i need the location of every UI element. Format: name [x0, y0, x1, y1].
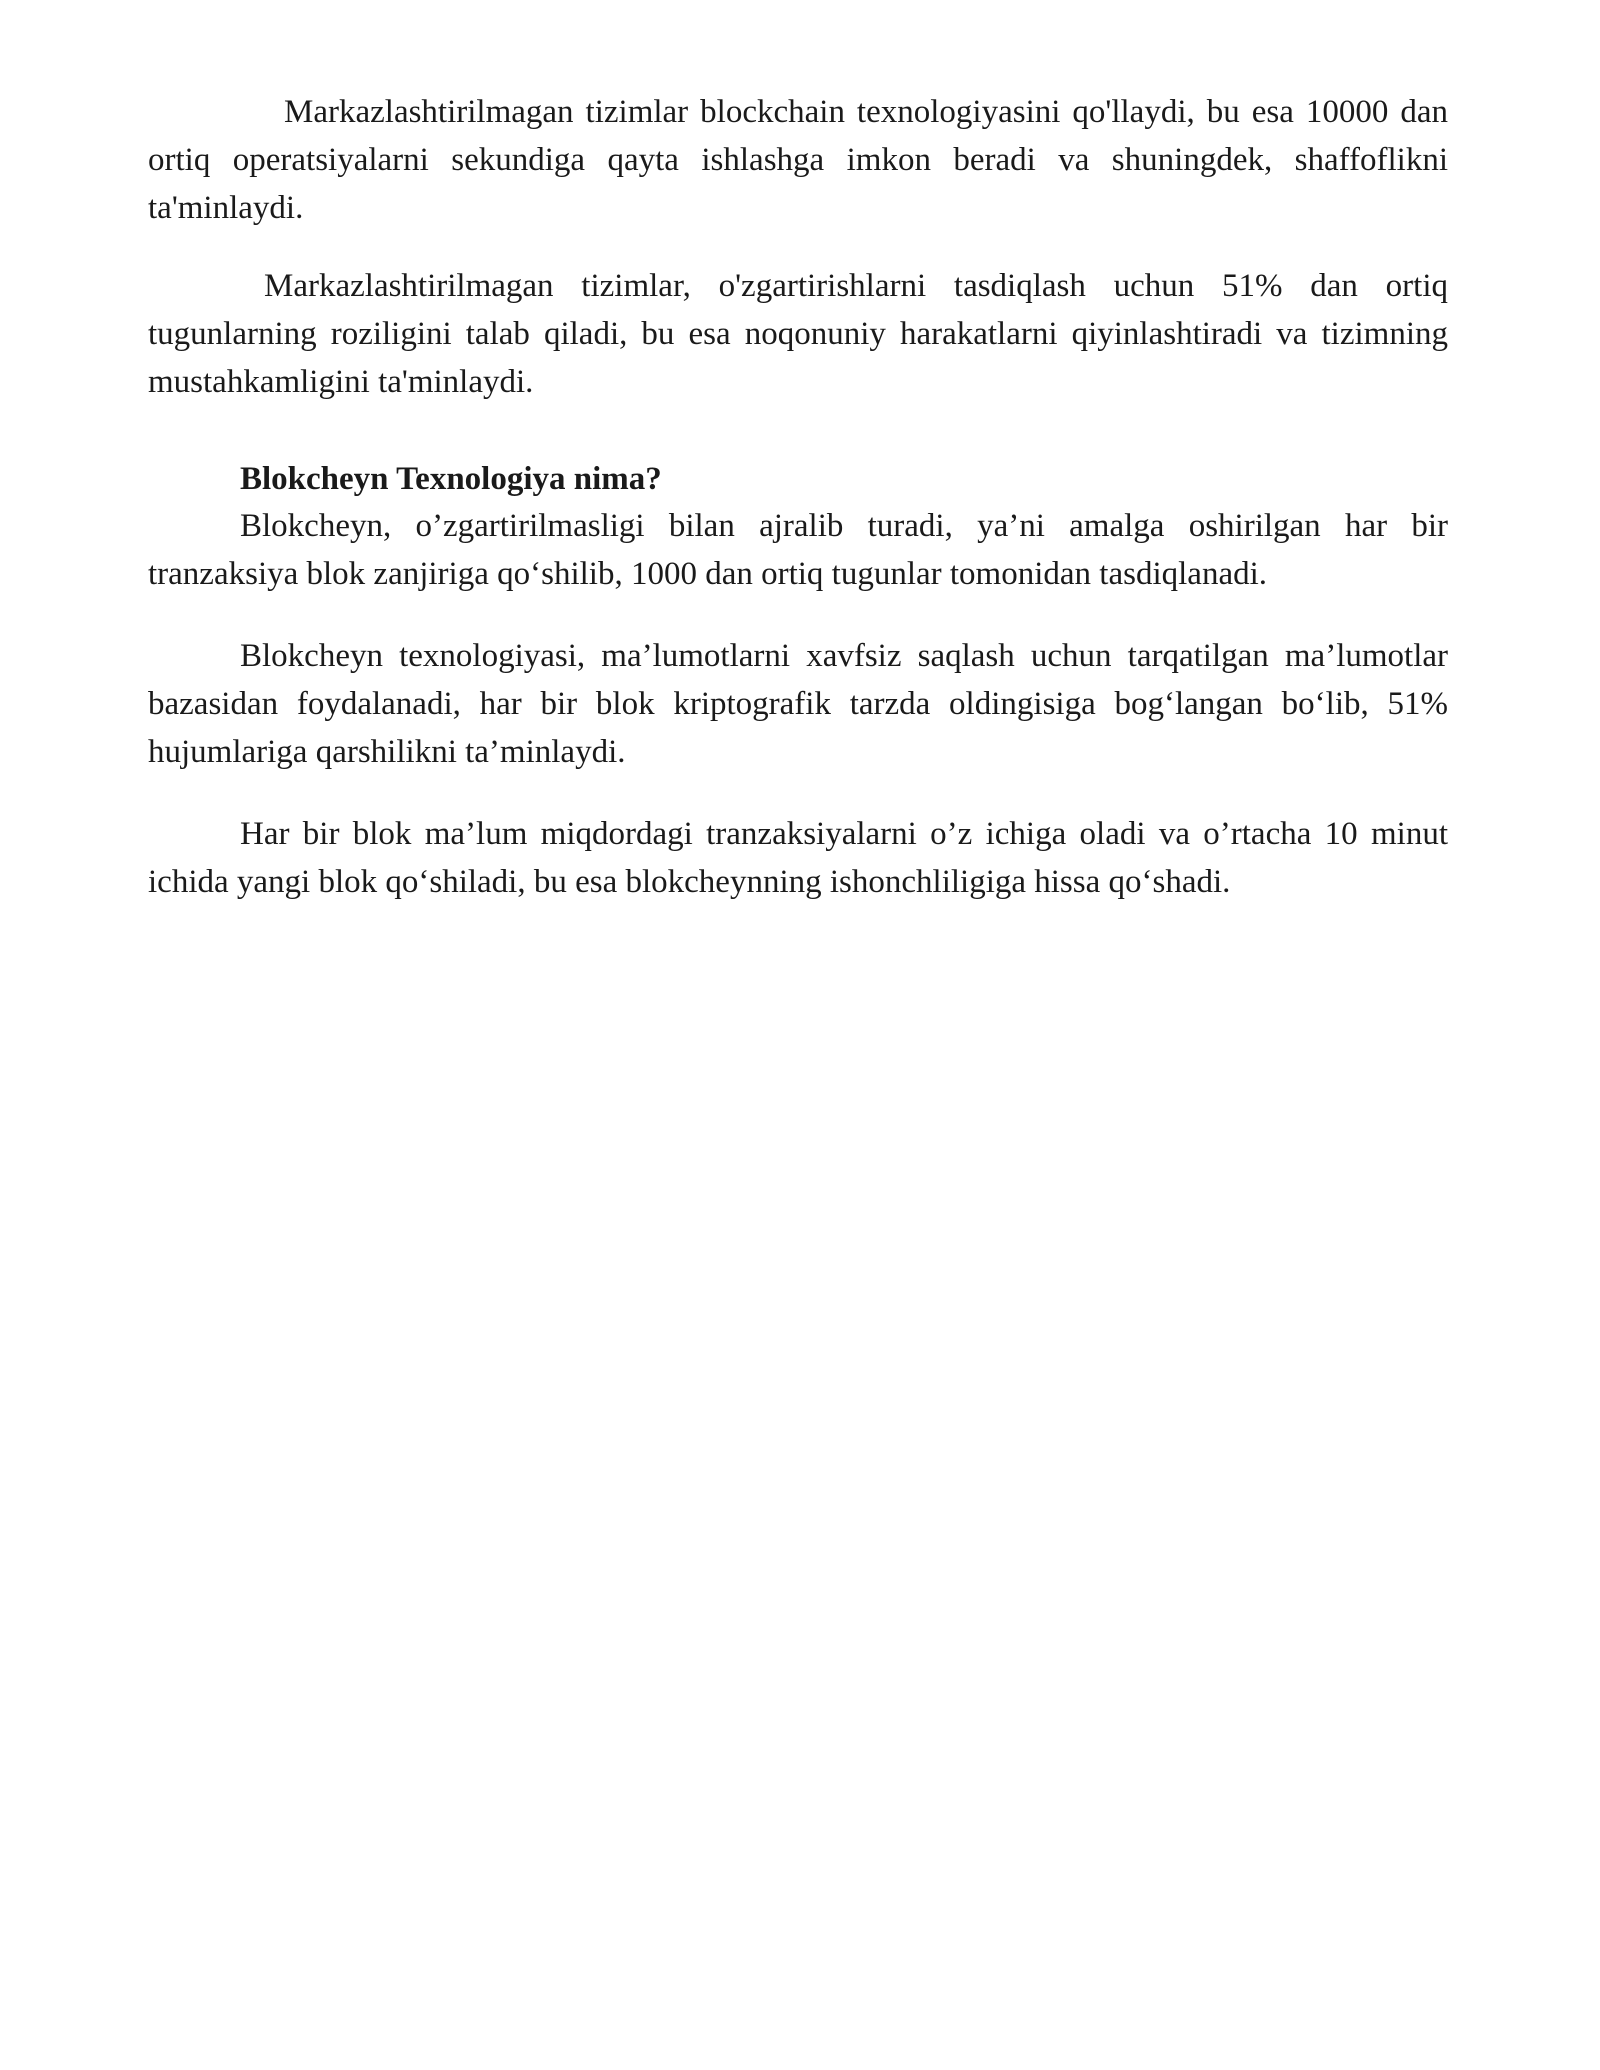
document-body	[148, 88, 1448, 906]
paragraph-decentralized-consensus: Markazlashtirilmagan tizimlar, o'zgartirishlarni tasdiqlash uchun 51% dan ortiq tugunlarning roziligini talab qiladi, bu esa noqonuniy harakatlarni qiyinlashtiradi va tizimning mustahkamligini ta'minlaydi.	[148, 268, 1448, 400]
paragraph-blockchain-immutability: Blokcheyn, o’zgartirilmasligi bilan ajralib turadi, ya’ni amalga oshirilgan har bir tranzaksiya blok zanjiriga qo‘shilib, 1000 dan ortiq tugunlar tomonidan tasdiqlanadi.	[148, 508, 1448, 592]
paragraph-block-time: Har bir blok ma’lum miqdordagi tranzaksiyalarni o’z ichiga oladi va o’rtacha 10 minut ichida yangi blok qo‘shiladi, bu esa blokcheynning ishonchliligiga hissa qo‘shadi.	[148, 816, 1448, 900]
paragraph-decentralized-throughput: Markazlashtirilmagan tizimlar blockchain texnologiyasini qo'llaydi, bu esa 10000 dan ortiq operatsiyalarni sekundiga qayta ishlashga imkon beradi va shuningdek, shaffoflikni ta'minlaydi.	[148, 94, 1448, 226]
paragraph-blockchain-security: Blokcheyn texnologiyasi, ma’lumotlarni xavfsiz saqlash uchun tarqatilgan ma’lumotlar bazasidan foydalanadi, har bir blok kriptografik tarzda oldingisiga bog‘langan bo‘lib, 51% hujumlariga qarshilikni ta’minlaydi.	[148, 638, 1448, 770]
section-heading: Blokcheyn Texnologiya nima?	[240, 461, 662, 497]
